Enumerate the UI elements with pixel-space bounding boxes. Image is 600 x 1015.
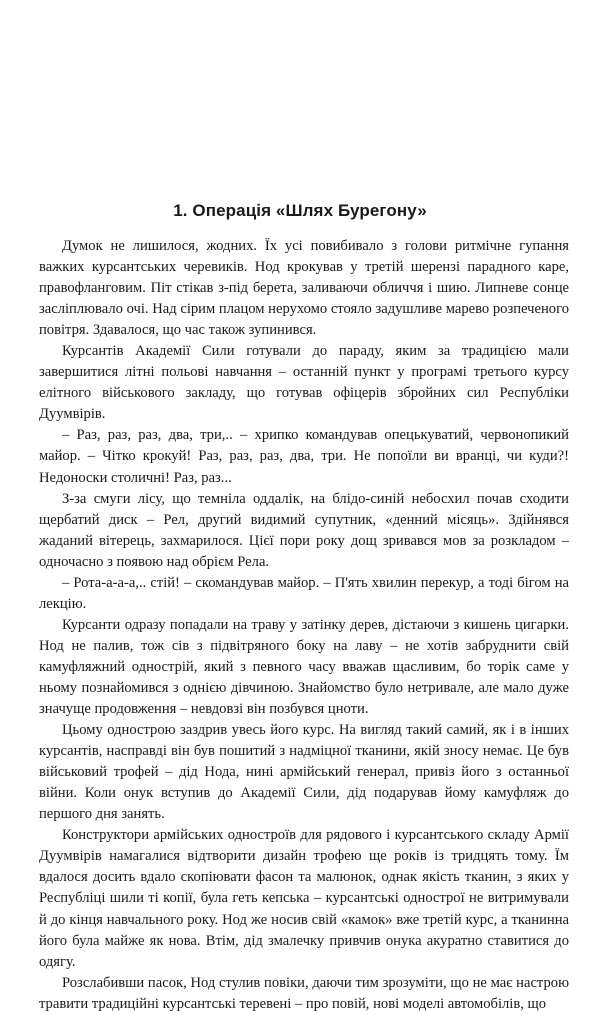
paragraph: Конструктори армійських одностроїв для рядового і курсантського складу Армії Дуумвірів намагалися відтворити дизайн трофею ще років із тридцять тому. Їм вдалося досить вдало скопіювати фасон та малюнок, однак якість тканин, з яких у Республіці шили ті копії, була геть кепська – курсантські однострої не витримували й до кінця навчального року. Нод же носив свій «камок» вже третій курс, а тканинна його була майже як нова. Втім, дід змалечку привчив онука акуратно ставитися до одягу. (39, 827, 569, 970)
chapter-body (39, 236, 569, 1015)
paragraph: Розслабивши пасок, Нод стулив повіки, даючи тим зрозуміти, що не має настрою травити традиційні курсантські теревені – про повій, нові моделі автомобілів, що (39, 974, 569, 1012)
paragraph: Цьому однострою заздрив увесь його курс. На вигляд такий самий, як і в інших курсантів, насправді він був пошитий з надміцної тканини, якій зносу немає. Це був військовий трофей – дід Нода, нині армійський генерал, привіз його з останньої війни. Коли онук вступив до Академії Сили, дід подарував йому камуфляж до першого дня занять. (39, 722, 569, 823)
paragraph: – Рота-а-а-а,.. стій! – скомандував майор. – П'ять хвилин перекур, а тоді бігом на лекцію. (39, 574, 569, 612)
paragraph: Курсантів Академії Сили готували до параду, яким за традицією мали завершитися літні польові навчання – останній пункт у програмі третього курсу елітного військового закладу, що готував офіцерів збройних сил Республіки Дуумвірів. (39, 343, 569, 423)
paragraph: З-за смуги лісу, що темніла оддалік, на блідо-синій небосхил почав сходити щербатий диск – Рел, другий видимий супутник, «денний місяць». Здійнявся жаданий вітерець, захмарилося. Цієї пори року дощ зривався мов за розкладом – одночасно з появою над обрієм Рела. (39, 490, 569, 570)
paragraph: Думок не лишилося, жодних. Їх усі повибивало з голови ритмічне гупання важких курсантських черевиків. Нод крокував у третій шерензі парадного каре, правофланговим. Піт стікав з-під берета, заливаючи обличчя і шию. Липневе сонце засліплювало очі. Над сірим плацом нерухомо стояло задушливе марево розпеченого повітря. Здавалося, що час також зупинився. (39, 238, 569, 339)
paragraph: Курсанти одразу попадали на траву у затінку дерев, дістаючи з кишень цигарки. Нод не палив, тож сів з підвітряного боку на лаву – не хотів забруднити свій камуфляжний однострій, який з певного часу вважав щасливим, бо торік саме у ньому познайомився з однією дівчиною. Знайомство було нетривале, але мало дуже значуще продовження – невдовзі він позбувся цноти. (39, 616, 569, 718)
chapter-title: 1. Операція «Шлях Бурегону» (173, 201, 427, 220)
paragraph: – Раз, раз, раз, два, три,.. – хрипко командував опецькуватий, червонопикий майор. – Чітко крокуй! Раз, раз, раз, два, три. Не попоїли ви вранці, чи куди?! Недоноски столичні! Раз, раз... (39, 427, 569, 486)
